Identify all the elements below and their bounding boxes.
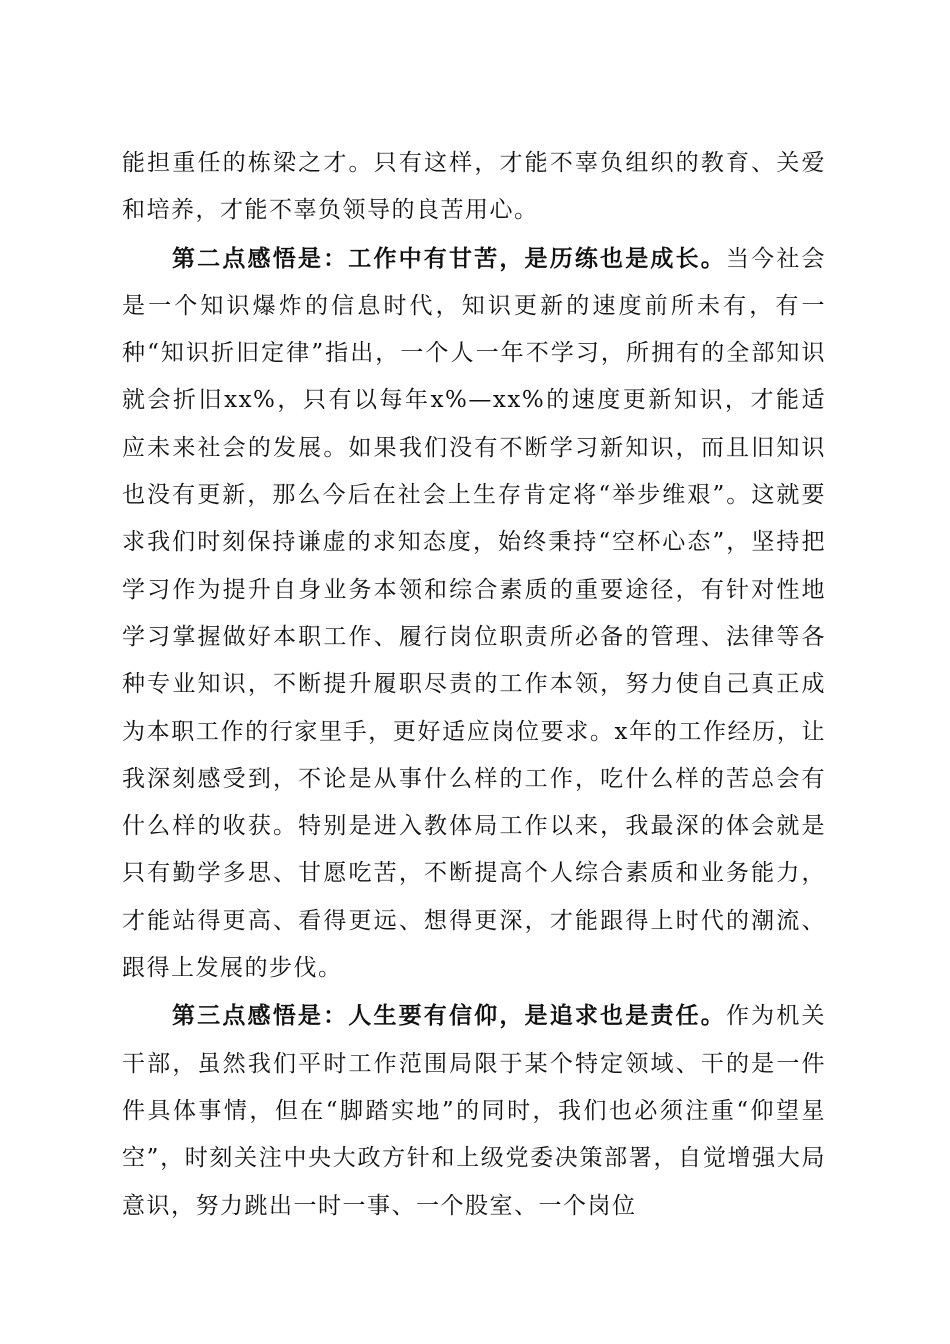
paragraph-heading: 第三点感悟是：人生要有信仰，是追求也是责任。 — [172, 1002, 726, 1030]
paragraph-second-insight — [122, 235, 826, 993]
paragraph-continuation — [122, 140, 826, 235]
paragraph-text: 当今社会是一个知识爆炸的信息时代，知识更新的速度前所未有，有一种“知识折旧定律”指出，一个人一年不学习，所拥有的全部知识就会折旧xx%，只有以每年x%—xx%的速度更新知识，才能适应未来社会的发展。如果我们没有不断学习新知识，而且旧知识也没有更新，那么今后在社会上生存肯定将“举步维艰”。这就要求我们时刻保持谦虚的求知态度，始终秉持“空杯心态”，坚持把学习作为提升自身业务本领和综合素质的重要途径，有针对性地学习掌握做好本职工作、履行岗位职责所必备的管理、法律等各种专业知识，不断提升履职尽责的工作本领，努力使自己真正成为本职工作的行家里手，更好适应岗位要求。x年的工作经历，让我深刻感受到，不论是从事什么样的工作，吃什么样的苦总会有什么样的收获。特别是进入教体局工作以来，我最深的体会就是只有勤学多思、甘愿吃苦，不断提高个人综合素质和业务能力，才能站得更高、看得更远、想得更深，才能跟得上时代的潮流、跟得上发展的步伐。 — [122, 245, 827, 982]
paragraph-text: 作为机关干部，虽然我们平时工作范围局限于某个特定领域、干的是一件件具体事情，但在“脚踏实地”的同时，我们也必须注重“仰望星空”，时刻关注中央大政方针和上级党委决策部署，自觉增强大局意识，努力跳出一时一事、一个股室、一个岗位 — [122, 1003, 827, 1219]
paragraph-heading: 第二点感悟是：工作中有甘苦，是历练也是成长。 — [172, 244, 726, 272]
paragraph-text: 能担重任的栋梁之才。只有这样，才能不辜负组织的教育、关爱和培养，才能不辜负领导的良苦用心。 — [122, 150, 826, 224]
document-body — [122, 140, 826, 1230]
paragraph-third-insight — [122, 992, 826, 1229]
